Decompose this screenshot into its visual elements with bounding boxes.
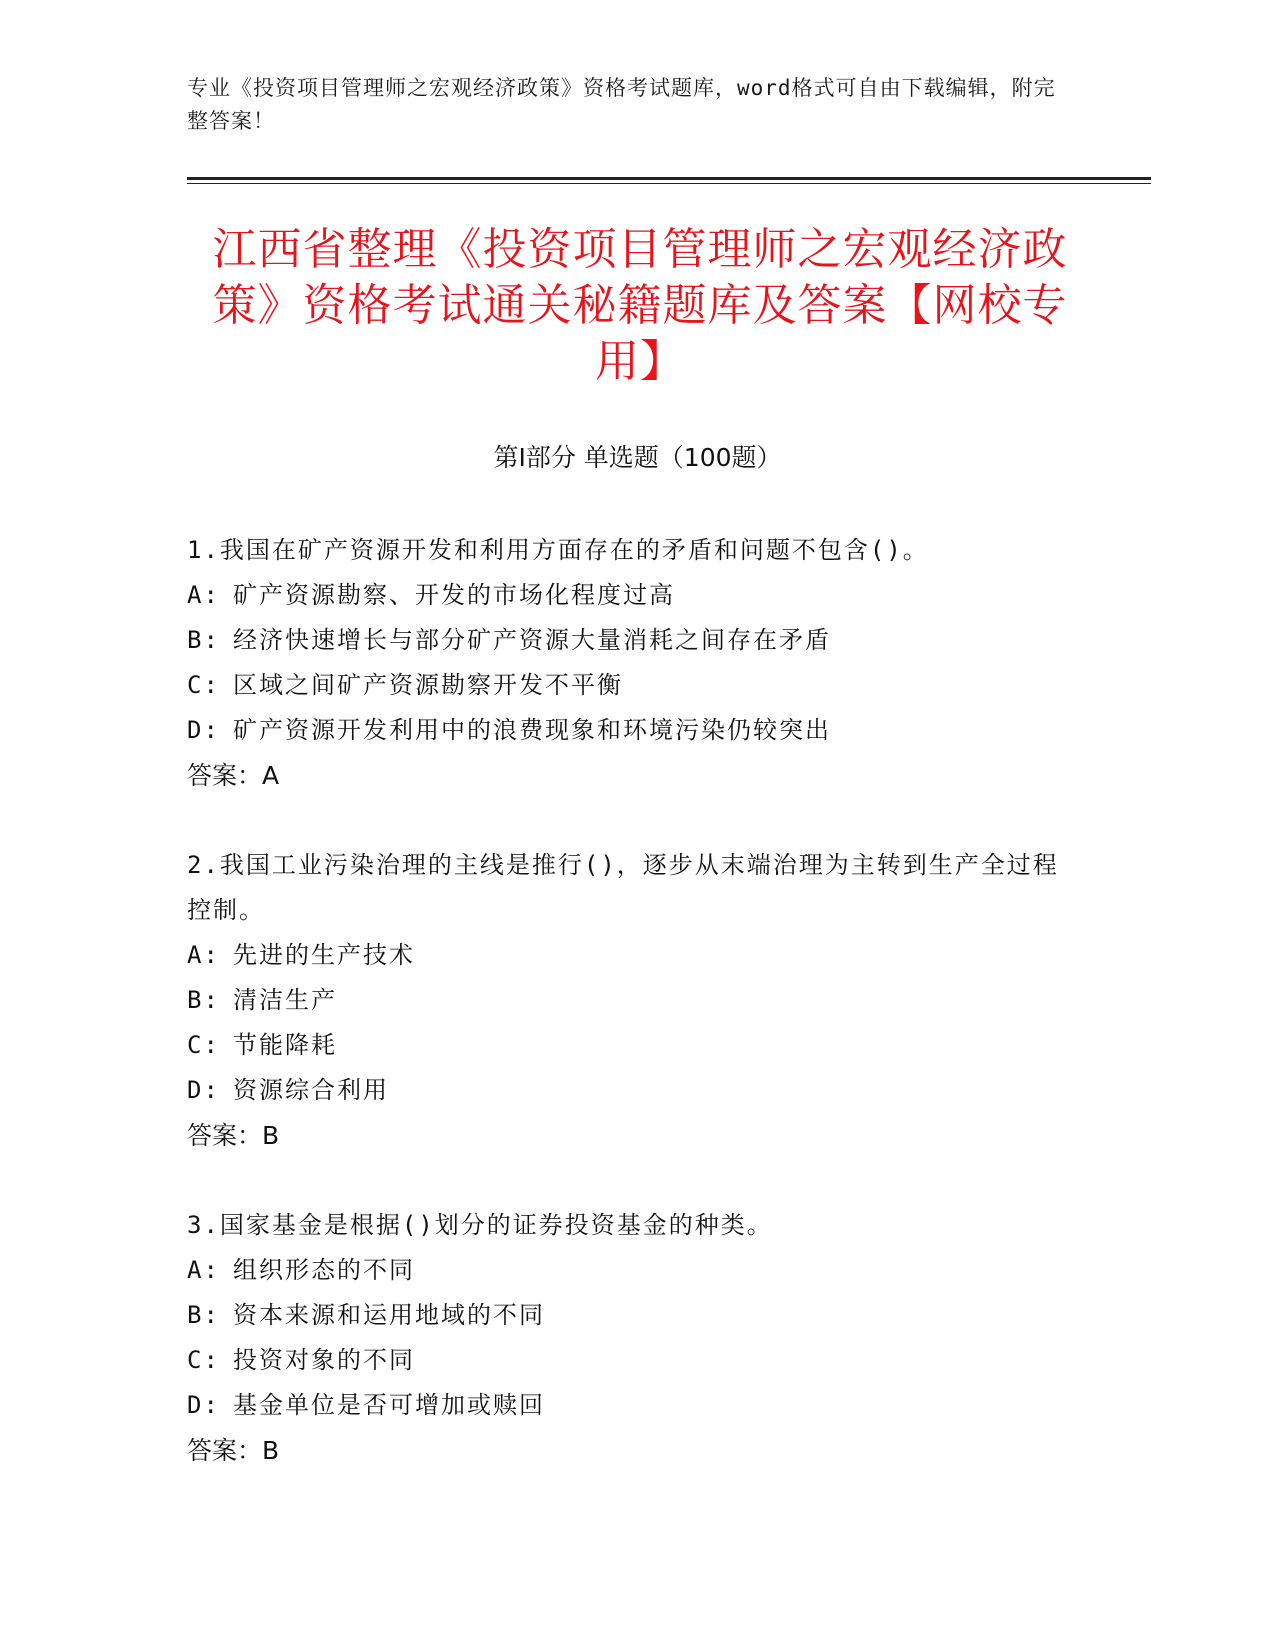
option-d <box>187 708 1067 753</box>
option-text: 矿产资源勘察、开发的市场化程度过高 <box>233 581 675 609</box>
option-a <box>187 573 1067 618</box>
option-text: 资本来源和运用地域的不同 <box>233 1301 545 1329</box>
option-letter: D: <box>187 716 220 744</box>
header-divider-thick <box>187 177 1151 180</box>
question-1 <box>187 528 1067 798</box>
section-heading: 第I部分 单选题（100题） <box>493 443 782 472</box>
option-c <box>187 1023 1067 1068</box>
option-text: 矿产资源开发利用中的浪费现象和环境污染仍较突出 <box>233 716 831 744</box>
option-d <box>187 1068 1067 1113</box>
question-2 <box>187 843 1067 1158</box>
option-a <box>187 1248 1067 1293</box>
option-b <box>187 1293 1067 1338</box>
option-d <box>187 1383 1067 1428</box>
header-note: 专业《投资项目管理师之宏观经济政策》资格考试题库，word格式可自由下载编辑，附完整答案！ <box>187 76 1056 133</box>
option-text: 先进的生产技术 <box>233 941 415 969</box>
option-a <box>187 933 1067 978</box>
option-c <box>187 1338 1067 1383</box>
question-3 <box>187 1203 1067 1473</box>
option-c <box>187 663 1067 708</box>
answer: 答案：B <box>187 1121 280 1150</box>
option-b <box>187 618 1067 663</box>
option-letter: C: <box>187 671 220 699</box>
answer: 答案：B <box>187 1436 280 1465</box>
option-text: 投资对象的不同 <box>233 1346 415 1374</box>
option-text: 节能降耗 <box>233 1031 337 1059</box>
option-letter: D: <box>187 1391 220 1419</box>
question-stem: 3.国家基金是根据()划分的证券投资基金的种类。 <box>187 1211 773 1239</box>
header-divider-thin <box>187 183 1151 184</box>
option-text: 组织形态的不同 <box>233 1256 415 1284</box>
option-text: 经济快速增长与部分矿产资源大量消耗之间存在矛盾 <box>233 626 831 654</box>
answer: 答案：A <box>187 761 280 790</box>
option-text: 资源综合利用 <box>233 1076 389 1104</box>
option-letter: A: <box>187 581 220 609</box>
option-b <box>187 978 1067 1023</box>
option-letter: C: <box>187 1346 220 1374</box>
option-letter: A: <box>187 941 220 969</box>
question-stem: 2.我国工业污染治理的主线是推行()，逐步从末端治理为主转到生产全过程控制。 <box>187 851 1059 924</box>
option-letter: B: <box>187 1301 220 1329</box>
option-text: 区域之间矿产资源勘察开发不平衡 <box>233 671 623 699</box>
option-letter: B: <box>187 626 220 654</box>
option-text: 清洁生产 <box>233 986 337 1014</box>
option-letter: A: <box>187 1256 220 1284</box>
question-list <box>187 528 1067 1518</box>
question-stem: 1.我国在矿产资源开发和利用方面存在的矛盾和问题不包含()。 <box>187 536 929 564</box>
option-letter: B: <box>187 986 220 1014</box>
option-letter: C: <box>187 1031 220 1059</box>
option-letter: D: <box>187 1076 220 1104</box>
option-text: 基金单位是否可增加或赎回 <box>233 1391 545 1419</box>
document-title: 江西省整理《投资项目管理师之宏观经济政策》资格考试通关秘籍题库及答案【网校专用】 <box>212 224 1068 387</box>
